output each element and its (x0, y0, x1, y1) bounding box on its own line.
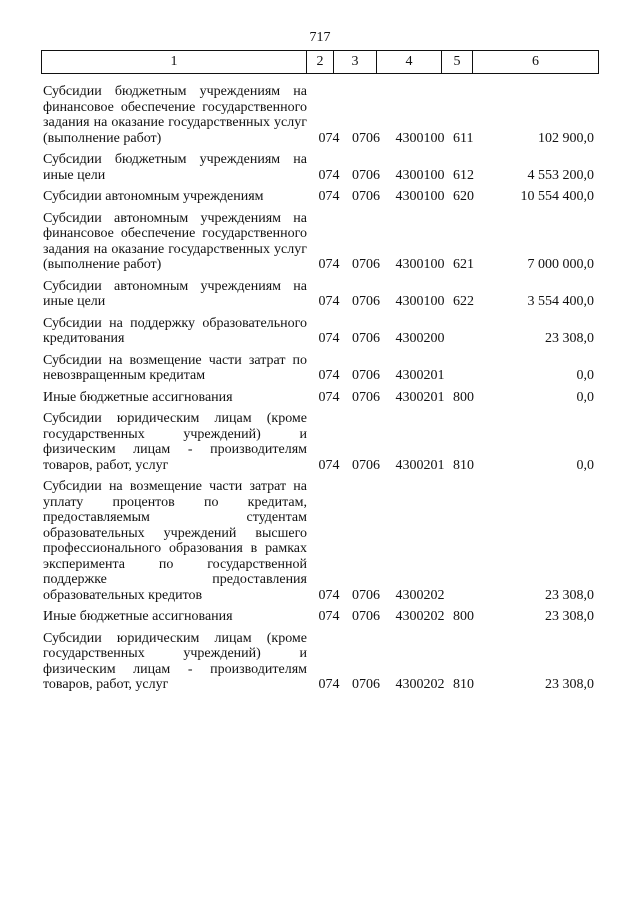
table-row (43, 353, 598, 384)
row-description: Субсидии бюджетным учреждениям на финансовое обеспечение государственного задания на оказание государственных услуг (выполнение работ) (43, 84, 307, 146)
row-description: Субсидии автономным учреждениям на иные цели (43, 278, 307, 309)
table-row (43, 211, 598, 273)
row-amount: 4 553 200,0 (527, 167, 594, 183)
table-row (43, 316, 598, 347)
column-header-row (42, 51, 599, 74)
row-code-ministry: 074 (318, 331, 340, 346)
table-row (43, 479, 598, 603)
row-description: Субсидии на возмещение части затрат по невозвращенным кредитам (43, 352, 307, 383)
column-header-4: 4 (377, 51, 442, 74)
column-header-1: 1 (42, 51, 307, 74)
row-amount: 23 308,0 (545, 331, 594, 346)
table-row (43, 609, 598, 625)
row-description: Субсидии юридическим лицам (кроме государственных учреждений) и физическим лицам - производителям товаров, работ, услуг (43, 411, 307, 473)
row-code-section: 0706 (352, 257, 380, 272)
table-row (43, 411, 598, 473)
table-row (43, 189, 598, 205)
row-code-ministry: 074 (318, 130, 340, 146)
row-code-section: 0706 (352, 368, 380, 383)
row-description: Субсидии на поддержку образовательного кредитования (43, 315, 307, 346)
row-code-type: 611 (453, 130, 474, 146)
row-amount: 102 900,0 (538, 130, 594, 146)
row-code-section: 0706 (352, 587, 380, 603)
column-header-table (41, 50, 599, 74)
row-description: Субсидии юридическим лицам (кроме государственных учреждений) и физическим лицам - производителям товаров, работ, услуг (43, 630, 307, 692)
table-row (43, 390, 598, 406)
row-code-target: 4300100 (395, 294, 445, 309)
row-description: Иные бюджетные ассигнования (43, 389, 233, 405)
row-code-section: 0706 (352, 189, 380, 204)
row-code-ministry: 074 (318, 609, 340, 624)
row-code-section: 0706 (352, 389, 380, 405)
table-row (43, 631, 598, 693)
column-header-5: 5 (442, 51, 473, 74)
row-description: Иные бюджетные ассигнования (43, 609, 233, 624)
row-amount: 0,0 (576, 389, 594, 405)
table-row (43, 84, 598, 146)
row-code-target: 4300100 (395, 257, 445, 272)
row-code-section: 0706 (352, 130, 380, 146)
row-description: Субсидии автономным учреждениям на финансовое обеспечение государственного задания на оказание государственных услуг (выполнение работ) (43, 210, 307, 272)
budget-table-body (43, 84, 598, 699)
row-code-target: 4300100 (395, 130, 445, 146)
row-description: Субсидии на возмещение части затрат на уплату процентов по кредитам, предоставляемым студентам образовательных учреждений высшего профессионального образования в рамках эксперимента по государственной поддержке предоставления образовательных кредитов (43, 479, 307, 603)
row-amount: 23 308,0 (545, 677, 594, 692)
row-code-section: 0706 (352, 167, 380, 183)
row-code-type: 612 (453, 167, 474, 183)
row-amount: 3 554 400,0 (527, 294, 594, 309)
row-code-ministry: 074 (318, 294, 340, 309)
row-code-target: 4300100 (395, 167, 445, 183)
row-code-target: 4300202 (395, 677, 445, 692)
page-number: 717 (309, 30, 331, 45)
row-code-target: 4300201 (395, 457, 445, 473)
row-code-type: 622 (453, 294, 474, 309)
row-amount: 23 308,0 (545, 609, 594, 624)
row-amount: 0,0 (576, 368, 594, 383)
row-code-section: 0706 (352, 294, 380, 309)
table-row (43, 279, 598, 310)
row-code-ministry: 074 (318, 389, 340, 405)
row-code-ministry: 074 (318, 587, 340, 603)
row-code-section: 0706 (352, 457, 380, 473)
row-code-ministry: 074 (318, 457, 340, 473)
row-description: Субсидии автономным учреждениям (43, 189, 264, 204)
row-code-ministry: 074 (318, 368, 340, 383)
row-code-type: 621 (453, 257, 474, 272)
row-code-section: 0706 (352, 609, 380, 624)
row-code-ministry: 074 (318, 189, 340, 204)
row-code-target: 4300201 (395, 389, 445, 405)
row-code-type: 800 (453, 389, 474, 405)
column-header-2: 2 (307, 51, 334, 74)
row-code-target: 4300202 (395, 587, 445, 603)
row-code-ministry: 074 (318, 257, 340, 272)
row-code-section: 0706 (352, 677, 380, 692)
row-code-type: 810 (453, 457, 474, 473)
table-row (43, 152, 598, 183)
row-code-target: 4300100 (395, 189, 445, 204)
row-code-ministry: 074 (318, 677, 340, 692)
row-code-section: 0706 (352, 331, 380, 346)
row-code-type: 620 (453, 189, 474, 204)
column-header-6: 6 (473, 51, 599, 74)
row-code-type: 810 (453, 677, 474, 692)
row-amount: 0,0 (576, 457, 594, 473)
row-code-ministry: 074 (318, 167, 340, 183)
row-description: Субсидии бюджетным учреждениям на иные цели (43, 152, 307, 183)
row-amount: 10 554 400,0 (520, 189, 594, 204)
row-amount: 23 308,0 (545, 587, 594, 603)
column-header-3: 3 (334, 51, 377, 74)
row-code-target: 4300200 (395, 331, 445, 346)
row-code-target: 4300202 (395, 609, 445, 624)
row-amount: 7 000 000,0 (527, 257, 594, 272)
row-code-target: 4300201 (395, 368, 445, 383)
row-code-type: 800 (453, 609, 474, 624)
